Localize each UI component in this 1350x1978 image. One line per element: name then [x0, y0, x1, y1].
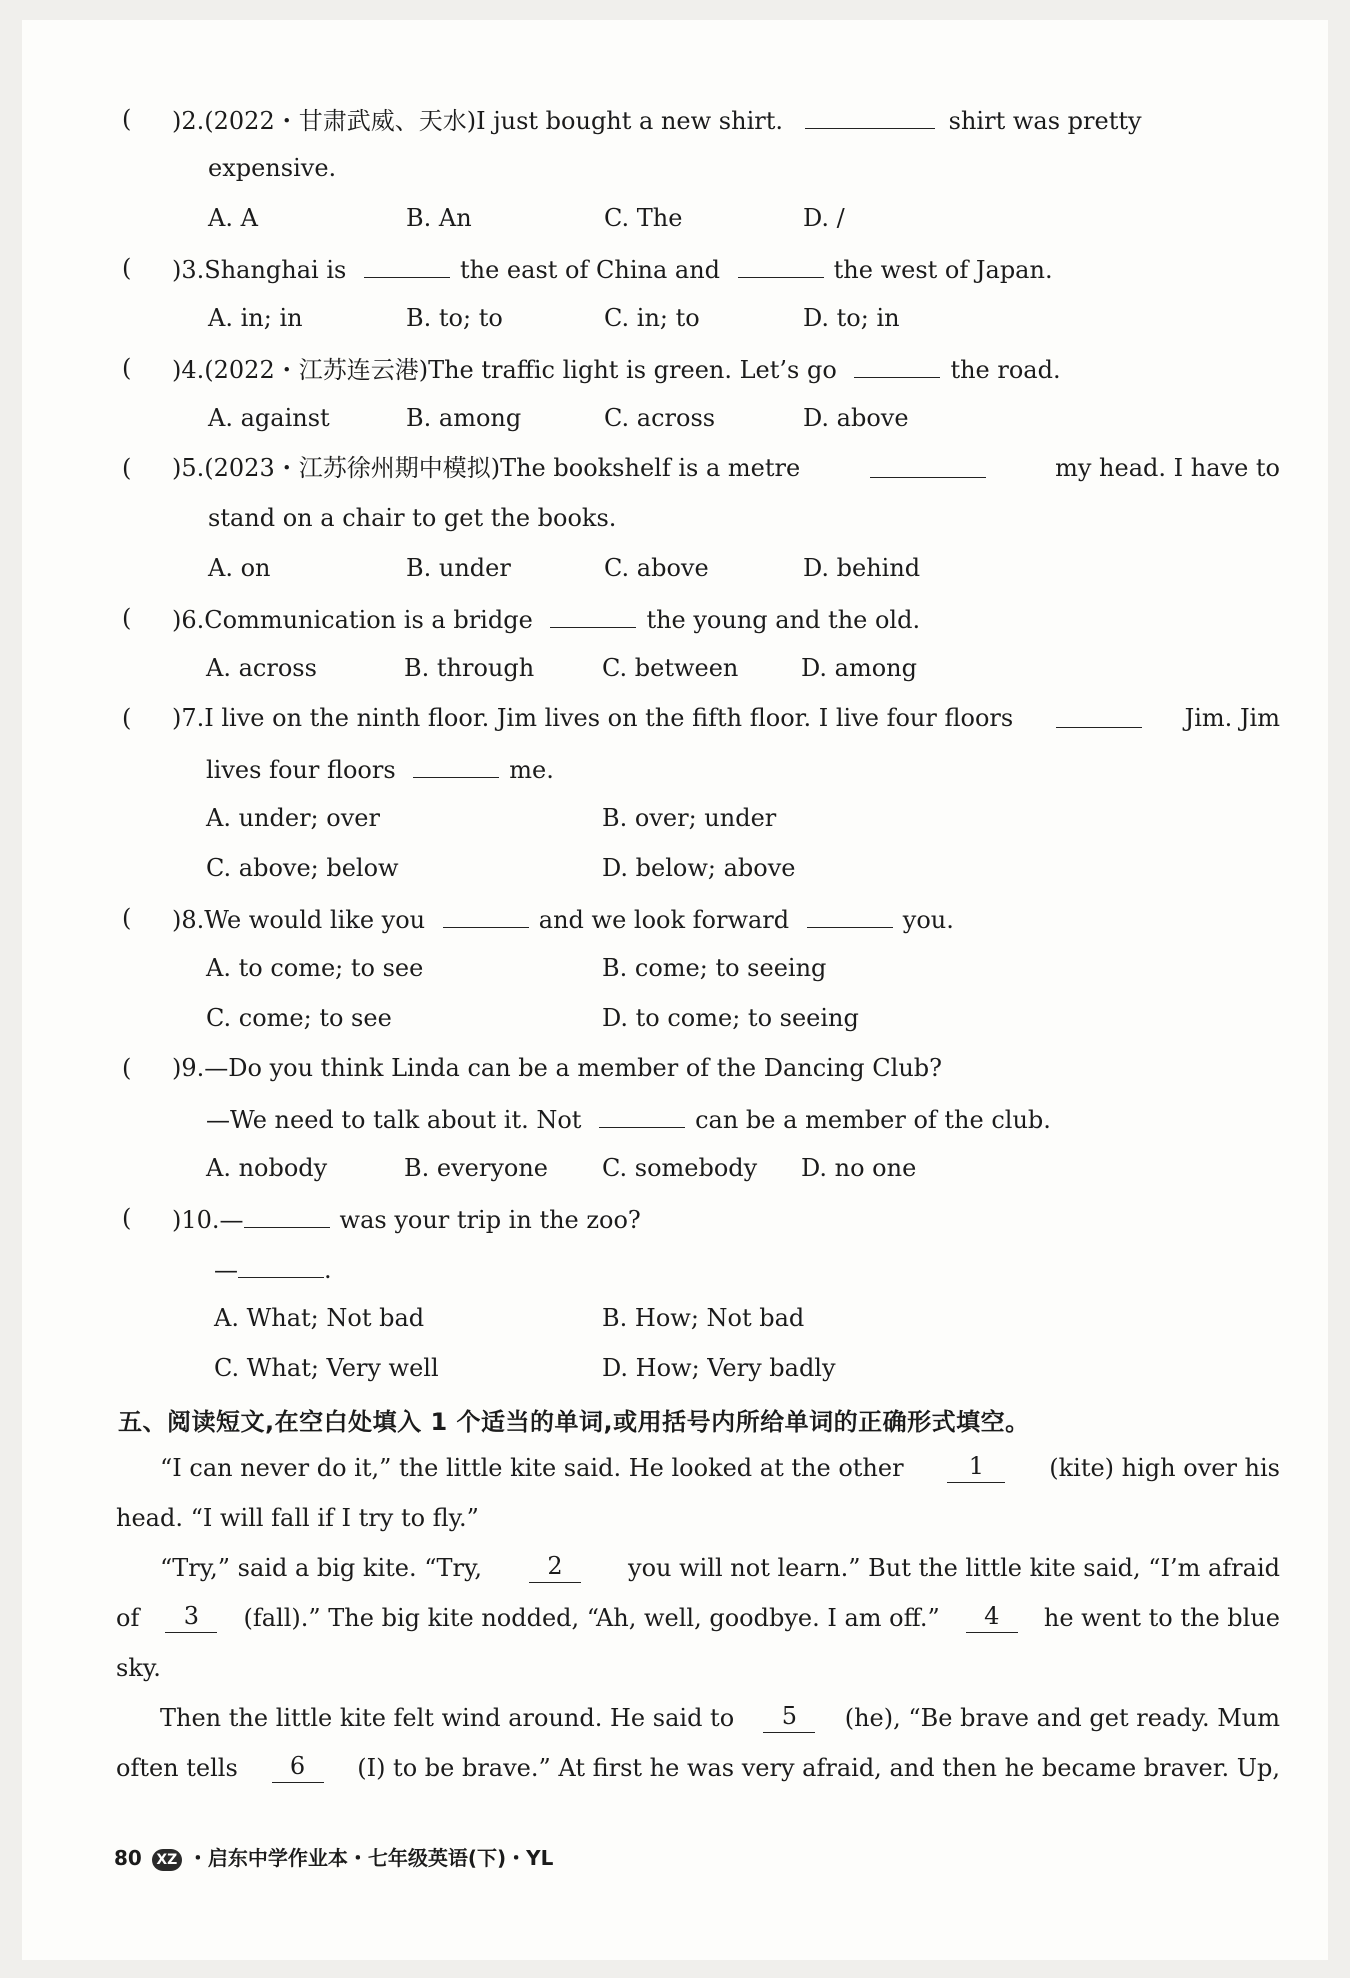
question-7-line-2: [206, 753, 554, 785]
passage-blank-4[interactable]: 4: [966, 1603, 1018, 1633]
question-number: )9.: [172, 1054, 205, 1082]
passage-line: [160, 1703, 1280, 1733]
answer-paren[interactable]: (: [122, 254, 132, 282]
question-3: [172, 253, 1053, 285]
option-d: D. to come; to seeing: [602, 1004, 859, 1032]
option-d: D. How; Very badly: [602, 1354, 836, 1382]
answer-paren[interactable]: (: [122, 1054, 132, 1082]
option-d: D. above: [803, 404, 909, 432]
option-c: C. above; below: [206, 854, 399, 882]
option-c: C. across: [604, 404, 716, 432]
passage-text: Then the little kite felt wind around. He said to: [160, 1704, 735, 1732]
answer-blank[interactable]: [238, 1253, 324, 1278]
option-a: A. under; over: [206, 804, 380, 832]
question-text: me.: [509, 756, 554, 784]
option-b: B. to; to: [406, 304, 503, 332]
question-text: We would like you: [204, 906, 426, 934]
publisher-logo-icon: XZ: [152, 1849, 182, 1871]
question-text: The bookshelf is a metre: [500, 454, 801, 482]
question-text: the west of Japan.: [833, 256, 1053, 284]
option-b: B. How; Not bad: [602, 1304, 805, 1332]
passage-blank-6[interactable]: 6: [272, 1753, 324, 1783]
question-9: [172, 1053, 942, 1083]
question-source: (2022・江苏连云港): [204, 356, 429, 384]
question-6: [172, 603, 920, 635]
answer-blank[interactable]: [443, 903, 529, 928]
question-2: [172, 104, 1280, 136]
passage-line: [160, 1453, 1280, 1483]
answer-paren[interactable]: (: [122, 604, 132, 632]
option-d: D. among: [801, 654, 917, 682]
option-a: A. nobody: [206, 1154, 328, 1182]
answer-blank[interactable]: [870, 453, 986, 478]
option-b: B. everyone: [404, 1154, 548, 1182]
option-c: C. above: [604, 554, 709, 582]
option-c: C. between: [602, 654, 739, 682]
option-a: A. on: [208, 554, 271, 582]
question-text: .: [324, 1256, 332, 1284]
option-c: C. in; to: [604, 304, 700, 332]
option-a: A. against: [208, 404, 330, 432]
option-a: A. in; in: [208, 304, 303, 332]
option-c: C. come; to see: [206, 1004, 392, 1032]
question-text: shirt was pretty: [948, 107, 1142, 135]
option-b: B. through: [404, 654, 535, 682]
answer-paren[interactable]: (: [122, 704, 132, 732]
passage-text: (fall).” The big kite nodded, “Ah, well, goodbye. I am off.”: [243, 1604, 940, 1632]
answer-blank[interactable]: [244, 1203, 330, 1228]
question-text: my head. I have to: [1055, 454, 1280, 482]
option-b: B. under: [406, 554, 511, 582]
question-10-line-2: [214, 1253, 332, 1285]
option-d: D. below; above: [602, 854, 796, 882]
option-d: D. /: [803, 204, 845, 232]
option-a: A. What; Not bad: [214, 1304, 425, 1332]
option-c: C. somebody: [602, 1154, 758, 1182]
answer-paren[interactable]: (: [122, 904, 132, 932]
passage-line: [116, 1753, 1280, 1783]
answer-paren[interactable]: (: [122, 1204, 132, 1232]
passage-blank-5[interactable]: 5: [763, 1703, 815, 1733]
passage-blank-3[interactable]: 3: [165, 1603, 217, 1633]
passage-line: [160, 1553, 1280, 1583]
passage-text: (I) to be brave.” At first he was very afraid, and then he became braver. Up,: [357, 1754, 1280, 1782]
question-text: was your trip in the zoo?: [339, 1206, 641, 1234]
question-text: the road.: [950, 356, 1061, 384]
question-text: lives four floors: [206, 756, 396, 784]
passage-text: you will not learn.” But the little kite said, “I’m afraid: [628, 1554, 1280, 1582]
option-c: C. The: [604, 204, 683, 232]
passage-blank-2[interactable]: 2: [529, 1553, 581, 1583]
answer-blank[interactable]: [738, 253, 824, 278]
option-d: D. no one: [801, 1154, 917, 1182]
question-text: the east of China and: [460, 256, 721, 284]
page-number: 80: [114, 1846, 142, 1870]
answer-paren[interactable]: (: [122, 105, 132, 133]
question-text: —: [214, 1256, 238, 1284]
question-4: [172, 353, 1061, 385]
question-text: Communication is a bridge: [204, 606, 533, 634]
option-a: A. across: [206, 654, 317, 682]
answer-blank[interactable]: [854, 353, 940, 378]
question-8: [172, 903, 954, 935]
option-b: B. come; to seeing: [602, 954, 827, 982]
question-text: The traffic light is green. Let’s go: [428, 356, 837, 384]
question-7: [172, 703, 1280, 733]
option-b: B. among: [406, 404, 522, 432]
question-number: )5.: [172, 454, 205, 482]
question-number: )3.: [172, 256, 205, 284]
answer-blank[interactable]: [599, 1103, 685, 1128]
question-number: )8.: [172, 906, 205, 934]
passage-text: of: [116, 1604, 140, 1632]
question-number: )10.: [172, 1206, 220, 1234]
passage-text: head. “I will fall if I try to fly.”: [116, 1504, 479, 1532]
question-text: —Do you think Linda can be a member of the Dancing Club?: [204, 1054, 943, 1082]
answer-blank[interactable]: [364, 253, 450, 278]
passage-text: he went to the blue: [1043, 1604, 1280, 1632]
page-footer: [114, 1842, 553, 1871]
question-text: can be a member of the club.: [695, 1106, 1051, 1134]
question-text: expensive.: [208, 154, 337, 182]
question-text: Jim. Jim: [1184, 704, 1280, 732]
question-text: stand on a chair to get the books.: [208, 504, 617, 532]
answer-blank[interactable]: [413, 753, 499, 778]
answer-paren[interactable]: (: [122, 454, 132, 482]
answer-blank[interactable]: [550, 603, 636, 628]
option-d: D. behind: [803, 554, 921, 582]
book-title: ・启东中学作业本・七年级英语(下)・YL: [187, 1846, 554, 1870]
question-text: and we look forward: [538, 906, 790, 934]
section-title: 五、阅读短文,在空白处填入 1 个适当的单词,或用括号内所给单词的正确形式填空。: [118, 1408, 1030, 1436]
option-b: B. over; under: [602, 804, 777, 832]
passage-line: [116, 1603, 1280, 1633]
option-a: A. A: [208, 204, 258, 232]
question-5: [172, 453, 1280, 483]
question-text: —: [219, 1206, 244, 1234]
passage-blank-1[interactable]: 1: [947, 1453, 1005, 1483]
option-c: C. What; Very well: [214, 1354, 439, 1382]
passage-text: (kite) high over his: [1049, 1454, 1280, 1482]
question-number: )2.: [172, 107, 205, 135]
question-number: )7.: [172, 704, 205, 732]
question-text: —We need to talk about it. Not: [206, 1106, 582, 1134]
question-10: [172, 1203, 641, 1235]
question-text: the young and the old.: [646, 606, 921, 634]
passage-text: “I can never do it,” the little kite said. He looked at the other: [160, 1454, 904, 1482]
page: [22, 20, 1328, 1960]
answer-blank[interactable]: [805, 104, 935, 129]
question-text: I just bought a new shirt.: [476, 107, 784, 135]
answer-blank[interactable]: [807, 903, 893, 928]
answer-paren[interactable]: (: [122, 354, 132, 382]
answer-blank[interactable]: [1056, 703, 1142, 728]
option-b: B. An: [406, 204, 472, 232]
passage-text: (he), “Be brave and get ready. Mum: [844, 1704, 1280, 1732]
question-source: (2022・甘肃武威、天水): [204, 107, 477, 135]
question-9-line-2: [206, 1103, 1051, 1135]
passage-text: sky.: [116, 1654, 161, 1682]
question-text: you.: [902, 906, 954, 934]
question-number: )4.: [172, 356, 205, 384]
question-source: (2023・江苏徐州期中模拟): [204, 454, 501, 482]
question-text: I live on the ninth floor. Jim lives on the fifth floor. I live four floors: [204, 704, 1014, 732]
passage-text: “Try,” said a big kite. “Try,: [160, 1554, 482, 1582]
option-a: A. to come; to see: [206, 954, 424, 982]
question-number: )6.: [172, 606, 205, 634]
passage-text: often tells: [116, 1754, 238, 1782]
option-d: D. to; in: [803, 304, 900, 332]
question-text: Shanghai is: [204, 256, 347, 284]
